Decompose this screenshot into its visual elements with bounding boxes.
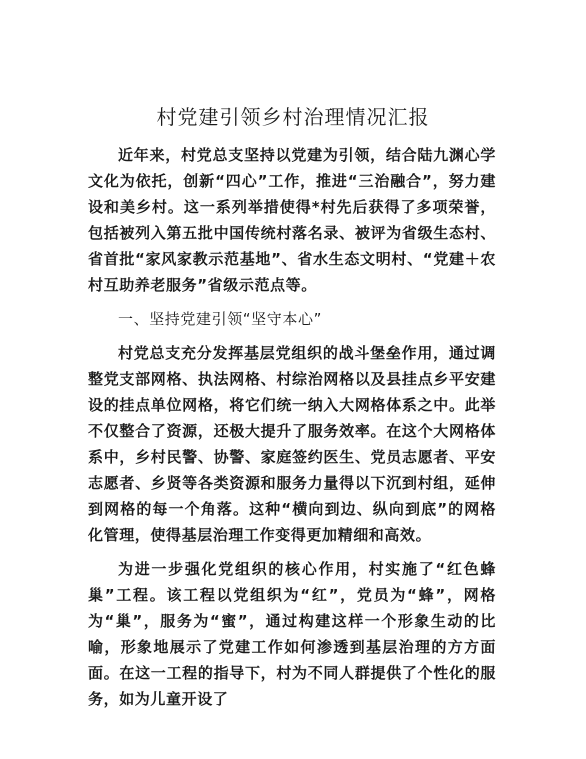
paragraph-red-hive: 为进一步强化党组织的核心作用，村实施了“红色蜂巢”工程。该工程以党组织为“红”，党员为“蜂”，网格为“巢”，服务为“蜜”，通过构建这样一个形象生动的比喻，形象地展示了党建工作如何渗透到基层治理的方方面面。在这一工程的指导下，村为不同人群提供了个性化的服务，如为儿童开设了 (88, 560, 496, 708)
paragraph-grid-management: 村党总支充分发挥基层党组织的战斗堡垒作用，通过调整党支部网格、执法网格、村综治网格以及县挂点乡平安建设的挂点单位网格，将它们统一纳入大网格体系之中。此举不仅整合了资源，还极大提升了服务效率。在这个大网格体系中，乡村民警、协警、家庭签约医生、党员志愿者、平安志愿者、乡贤等各类资源和服务力量得以下沉到村组，延伸到网格的每一个角落。这种“横向到边、纵向到底”的网格化管理，使得基层治理工作变得更加精细和高效。 (88, 344, 496, 544)
paragraph-intro: 近年来，村党总支坚持以党建为引领，结合陆九渊心学文化为依托，创新“四心”工作，推进“三治融合”，努力建设和美乡村。这一系列举措使得*村先后获得了多项荣誉，包括被列入第五批中国传统村落名录、被评为省级生态村、省首批“家风家教示范基地”、省水生态文明村、“党建＋农村互助养老服务”省级示范点等。 (88, 146, 496, 294)
document-title: 村党建引领乡村治理情况汇报 (156, 105, 430, 129)
section-heading-1: 一、坚持党建引领“坚守本心” (118, 310, 322, 328)
document-body (88, 142, 496, 720)
